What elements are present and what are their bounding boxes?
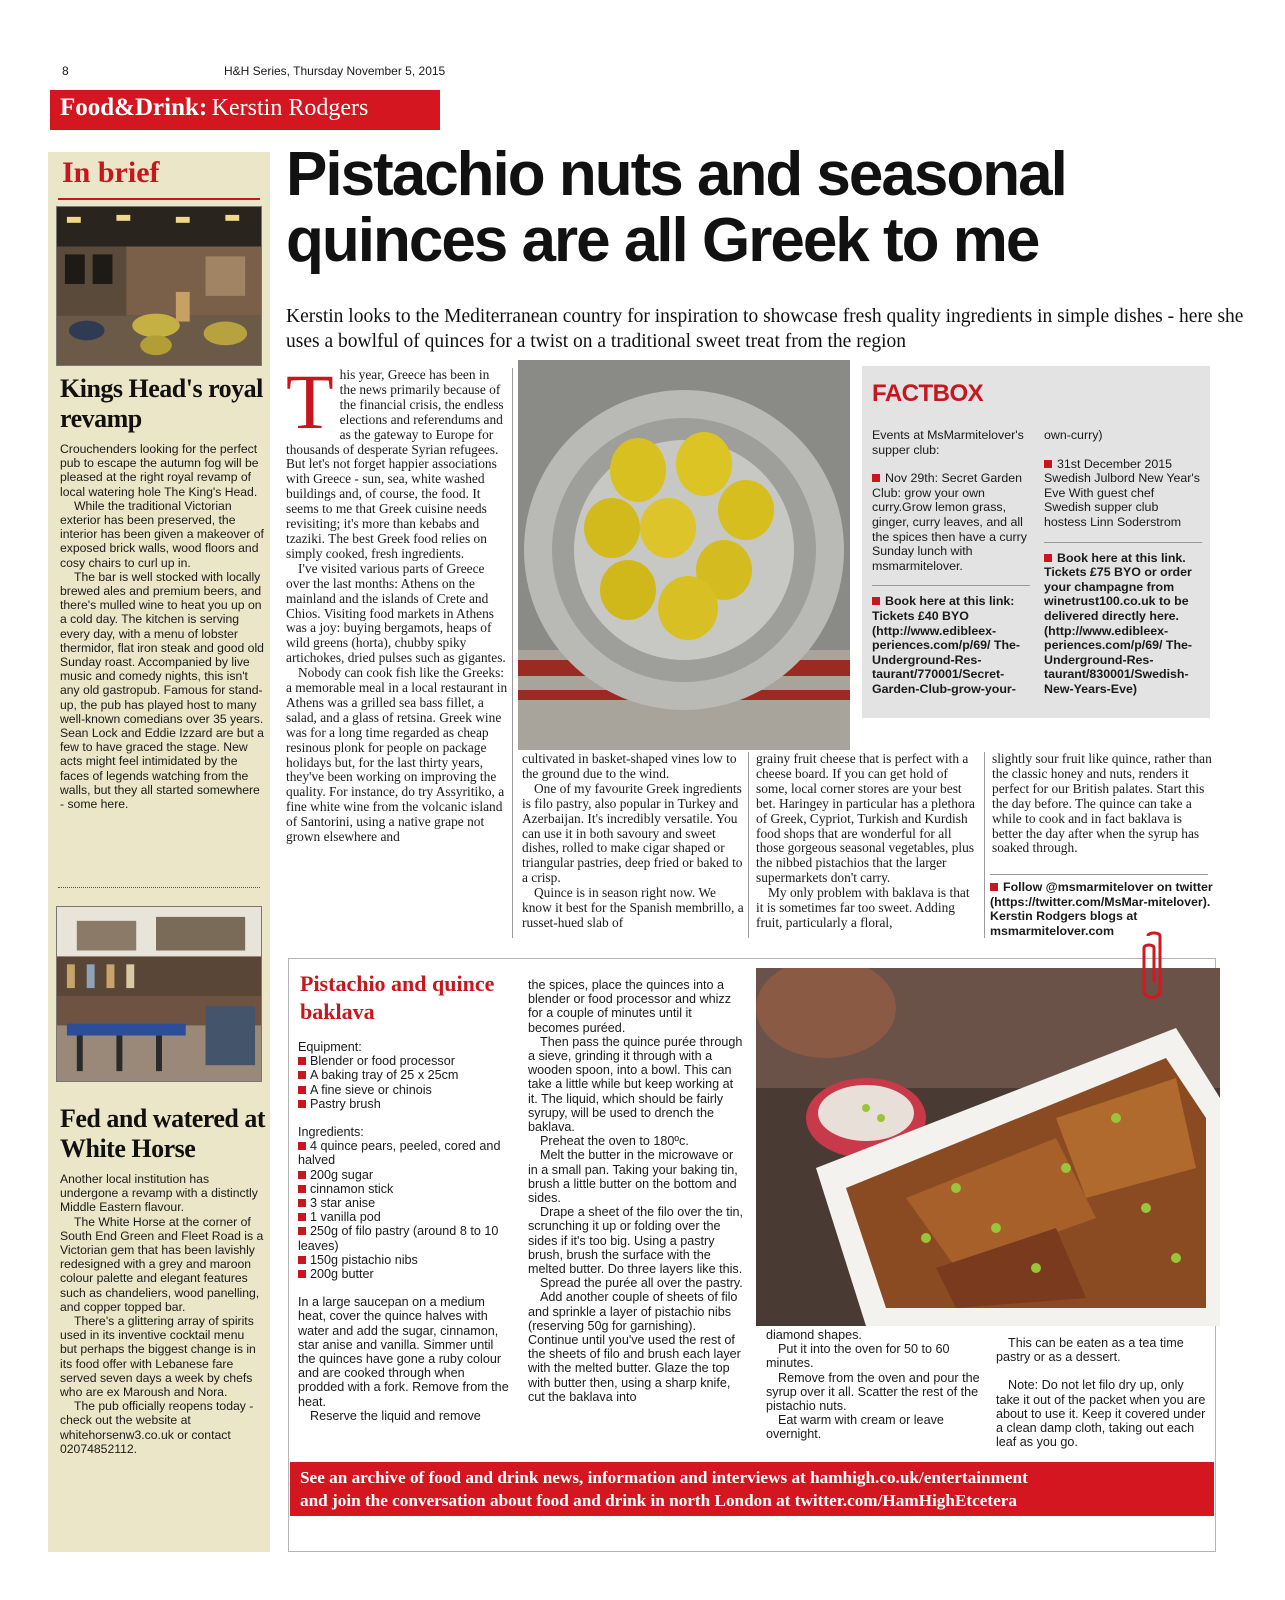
equipment-item: Blender or food processor bbox=[298, 1054, 510, 1068]
column-rule bbox=[748, 752, 749, 938]
article-paragraph: grainy fruit cheese that is perfect with a cheese board. If you can get hold of some, local corner stores are your best bet. Haringey in particular has a plethora of Greek, Cypriot, Turkish and Kurdish food shops that are wonderful for all those gorgeous seasonal vegetables, plus the nibbed pistachios that the larger supermarkets don't carry. bbox=[756, 751, 975, 886]
issue-line: H&H Series, Thursday November 5, 2015 bbox=[224, 64, 446, 78]
bullet-square-icon bbox=[298, 1256, 306, 1264]
bullet-square-icon bbox=[298, 1057, 306, 1065]
factbox-event-1: Nov 29th: Secret Garden Club: grow your own curry.Grow lemon grass, ginger, curry leaves, and all the spices then have a curry Sunday lunch with msmarmitelover. bbox=[872, 471, 1027, 573]
recipe-lists bbox=[298, 1040, 510, 1423]
method-step: Then pass the quince purée through a sieve, grinding it through with a wooden spoon, into a bowl. This can take a little while but keep working at it. The liquid, which should be fairly syrupy, will be used to drench the baklava. bbox=[528, 1034, 743, 1135]
page-number: 8 bbox=[62, 64, 69, 78]
method-step: Remove from the oven and pour the syrup over it all. Scatter the rest of the pistachio nuts. bbox=[766, 1370, 980, 1414]
bullet-square-icon bbox=[298, 1142, 306, 1150]
equipment-item: Pastry brush bbox=[298, 1097, 510, 1111]
quince-bowl-photo bbox=[518, 360, 850, 750]
article-standfirst: Kerstin looks to the Mediterranean country for inspiration to showcase fresh quality ingredients in simple dishes - here she uses a bowlful of quinces for a twist on a traditional sweet treat from the region bbox=[286, 306, 1244, 352]
paperclip-icon bbox=[1134, 930, 1174, 1010]
ingredients-label: Ingredients: bbox=[298, 1125, 364, 1140]
section-author: Kerstin Rodgers bbox=[211, 95, 369, 121]
recipe-method-column-4 bbox=[996, 1336, 1208, 1449]
recipe-method-column-3 bbox=[766, 1328, 984, 1442]
article-paragraph: Nobody can cook fish like the Greeks: a memorable meal in a local restaurant in Athens was a grilled sea bass fillet, a salad, and a glass of retsina. Greek wine was for a long time regarded as cheap resinous plonk for people on package holidays but, for the last thirty years, they've been working on improving the quality. For instance, do try Assyritiko, a fine white wine from the volcanic island of Santorini, using a native grape not grown elsewhere and bbox=[286, 665, 508, 845]
equipment-label: Equipment: bbox=[298, 1040, 362, 1054]
article-paragraph: My only problem with baklava is that it is sometimes far too sweet. Adding fruit, particularly a floral, bbox=[756, 885, 970, 930]
bullet-square-icon bbox=[990, 883, 998, 891]
recipe-title: Pistachio and quince baklava bbox=[300, 971, 495, 1024]
article-headline: Pistachio nuts and seasonal quinces are all Greek to me bbox=[286, 140, 1066, 275]
method-step: Eat warm with cream or leave overnight. bbox=[766, 1413, 944, 1442]
bullet-square-icon bbox=[298, 1086, 306, 1094]
factbox-rule bbox=[872, 585, 1030, 586]
white-horse-story bbox=[60, 1172, 264, 1456]
dropcap: T bbox=[286, 358, 334, 445]
section-name: Food&Drink: bbox=[60, 94, 208, 121]
method-step: Put it into the oven for 50 to 60 minutes. bbox=[766, 1342, 950, 1371]
kings-head-interior-photo bbox=[56, 206, 262, 366]
factbox-event-2: 31st December 2015 Swedish Julbord New Year's Eve With guest chef Swedish supper club hostess Linn Soderstrom bbox=[1044, 456, 1200, 529]
method-step: Note: Do not let filo dry up, only take it out of the packet when you are about to use it. Keep it covered under a clean damp cloth, taking out each leaf as you go. bbox=[996, 1378, 1206, 1450]
section-bar bbox=[50, 90, 440, 130]
baklava-tray-photo bbox=[756, 968, 1220, 1326]
factbox-intro: Events at MsMarmitelover's supper club: bbox=[872, 428, 1024, 457]
white-horse-paragraph: Another local institution has undergone a revamp with a distinctly Middle Eastern flavour. bbox=[60, 1172, 258, 1215]
bullet-square-icon bbox=[872, 474, 880, 482]
bullet-square-icon bbox=[298, 1227, 306, 1235]
archive-promo-bar bbox=[290, 1462, 1214, 1516]
kings-head-story bbox=[60, 442, 264, 811]
equipment-item: A baking tray of 25 x 25cm bbox=[298, 1068, 510, 1082]
article-paragraph: One of my favourite Greek ingredients is filo pastry, also popular in Turkey and Azerbaijan. It's incredibly versatile. You can use it in both savoury and sweet dishes, rolled to make cigar shaped or triangular pastries, deep fried or baked to a crisp. bbox=[522, 780, 743, 886]
ingredient-item: 250g of filo pastry (around 8 to 10 leaves) bbox=[298, 1224, 499, 1253]
article-paragraph: Quince is in season right now. We know it best for the Spanish membrillo, a russet-hued slab of bbox=[522, 885, 744, 930]
follow-credit: Follow @msmarmitelover on twitter (https://twitter.com/MsMar-mitelover). Kerstin Rodgers blogs at msmarmitelover.com bbox=[990, 880, 1213, 938]
method-step: Spread the purée all over the pastry. bbox=[540, 1276, 743, 1291]
bullet-square-icon bbox=[872, 597, 880, 605]
ingredient-item: 200g sugar bbox=[298, 1168, 510, 1182]
white-horse-paragraph: The White Horse at the corner of South End Green and Fleet Road is a Victorian gem that has been lavishly redesigned with a grey and maroon colour palette and elegant features such as chandeliers, wood panelling, and copper topped bar. bbox=[60, 1214, 264, 1314]
ingredient-item: 1 vanilla pod bbox=[298, 1210, 510, 1224]
article-column-1 bbox=[286, 358, 508, 845]
white-horse-bar-photo bbox=[56, 906, 262, 1082]
bullet-square-icon bbox=[298, 1185, 306, 1193]
article-column-4 bbox=[992, 752, 1214, 856]
ingredient-item: 200g butter bbox=[298, 1267, 510, 1281]
archive-promo-line-1: See an archive of food and drink news, information and interviews at hamhigh.co.uk/entertainment bbox=[300, 1468, 1028, 1487]
bullet-square-icon bbox=[298, 1270, 306, 1278]
follow-rule bbox=[990, 874, 1208, 875]
bullet-square-icon bbox=[298, 1071, 306, 1079]
article-paragraph: his year, Greece has been in the news primarily because of the financial crisis, the endless elections and referendums and as the gateway to Europe for thousands of desperate Syrian refugees. But let's not forget happier associations with Greece - sun, sea, white washed buildings and, of course, the food. It seems to me that Greek cuisine needs revisiting; it's more than kebabs and tzaziki. The best Greek food relies on simply cooked, fresh ingredients. bbox=[286, 367, 504, 561]
article-paragraph: cultivated in basket-shaped vines low to the ground due to the wind. bbox=[522, 751, 737, 781]
factbox-column-1 bbox=[872, 428, 1030, 711]
method-step: diamond shapes. bbox=[766, 1328, 862, 1342]
ingredient-item: cinnamon stick bbox=[298, 1182, 510, 1196]
recipe-method-column-2 bbox=[528, 978, 744, 1404]
bullet-square-icon bbox=[1044, 554, 1052, 562]
article-column-3 bbox=[756, 752, 978, 931]
kings-head-paragraph: The bar is well stocked with locally brewed ales and premium beers, and there's mulled wine to heat you up on a cold day. The kitchen is serving every day, with a menu of lobster thermidor, flat iron steak and good old Sunday roast. Accompanied by live music and comedy nights, this isn't any old gastropub. Famous for stand-up, the pub has played host to many well-known comedians over 35 years. Sean Lock and Eddie Izzard are but a few to have graced the stage. New acts might feel intimidated by the faces of legends watching from the walls, but they all started somewhere - some here. bbox=[60, 569, 264, 812]
bullet-square-icon bbox=[298, 1171, 306, 1179]
ingredient-item: 150g pistachio nibs bbox=[298, 1253, 510, 1267]
bullet-square-icon bbox=[298, 1199, 306, 1207]
in-brief-title: In brief bbox=[62, 156, 160, 189]
method-step: This can be eaten as a tea time pastry or as a dessert. bbox=[996, 1336, 1184, 1365]
factbox-booking-1: Book here at this link: Tickets £40 BYO (http://www.edibleex-periences.com/p/69/ The-Underground-Res-taurant/770001/Secret-Garden-Club-grow-your- bbox=[872, 594, 1021, 696]
column-rule bbox=[984, 752, 985, 938]
column-rule bbox=[512, 368, 513, 938]
method-step: Reserve the liquid and remove bbox=[310, 1408, 481, 1423]
ingredient-item: 4 quince pears, peeled, cored and halved bbox=[298, 1139, 501, 1168]
article-column-2 bbox=[522, 752, 744, 931]
factbox-continued: own-curry) bbox=[1044, 428, 1103, 442]
method-step: Preheat the oven to 180ºc. bbox=[540, 1134, 689, 1149]
kings-head-headline: Kings Head's royal revamp bbox=[60, 374, 263, 433]
archive-promo-line-2: and join the conversation about food and drink in north London at twitter.com/HamHighEtcetera bbox=[300, 1491, 1017, 1510]
method-step: the spices, place the quinces into a blender or food processor and whizz for a couple of minutes until it becomes puréed. bbox=[528, 978, 732, 1035]
bullet-square-icon bbox=[1044, 460, 1052, 468]
sidebar-divider bbox=[58, 887, 260, 888]
article-paragraph: slightly sour fruit like quince, rather than the classic honey and nuts, renders it perfect for our British palates. Start this the day before. The quince can take a while to cook and in fact baklava is better the day after when the syrup has soaked through. bbox=[992, 751, 1212, 856]
kings-head-paragraph: While the traditional Victorian exterior has been preserved, the interior has been given a makeover of exposed brick walls, wood floors and cosy chairs to curl up in. bbox=[60, 498, 264, 570]
bullet-square-icon bbox=[298, 1100, 306, 1108]
factbox-rule bbox=[1044, 542, 1202, 543]
white-horse-paragraph: There's a glittering array of spirits used in its inventive cocktail menu but perhaps the biggest change is in its food offer with Lebanese fare served seven days a week by chefs who are ex Maroush and Nora. bbox=[60, 1314, 256, 1400]
in-brief-rule bbox=[58, 198, 260, 200]
ingredient-item: 3 star anise bbox=[298, 1196, 510, 1210]
kings-head-paragraph: Crouchenders looking for the perfect pub to escape the autumn fog will be pleased at the right royal revamp of local watering hole The King's Head. bbox=[60, 442, 259, 499]
article-paragraph: I've visited various parts of Greece over the last months: Athens on the mainland and the islands of Crete and Chios. Visiting food markets in Athens was a joy: buying bergamots, heaps of wild greens (horta), chubby spiky artichokes, dried pulses such as gigantes. bbox=[286, 560, 506, 666]
white-horse-paragraph: The pub officially reopens today - check out the website at whitehorsenw3.co.uk or contact 02074852112. bbox=[60, 1399, 254, 1456]
method-step: Drape a sheet of the filo over the tin, scrunching it up or folding over the sides if it's too big. Using a pastry brush, brush the surface with the melted butter. Do three layers like this. bbox=[528, 1205, 744, 1277]
method-step: In a large saucepan on a medium heat, cover the quince halves with water and add the sugar, cinnamon, star anise and vanilla. Simmer until the quinces have gone a ruby colour and are cooked through when prodded with a fork. Remove from the heat. bbox=[298, 1295, 509, 1409]
bullet-square-icon bbox=[298, 1213, 306, 1221]
method-step: Add another couple of sheets of filo and sprinkle a layer of pistachio nibs (reserving 50g for garnishing). Continue until you've used the rest of the sheets of filo and brush each layer with the melted butter. Glaze the top with butter then, using a sharp knife, cut the baklava into bbox=[528, 1290, 741, 1404]
factbox-column-2 bbox=[1044, 428, 1202, 711]
factbox-booking-2: Book here at this link. Tickets £75 BYO or order your champagne from winetrust100.co.uk to be delivered directly here. (http://www.edibleex-periences.com/p/69/ The-Underground-Res-taurant/830001/Swedish-New-Years-Eve) bbox=[1044, 550, 1193, 696]
white-horse-headline: Fed and watered at White Horse bbox=[60, 1104, 266, 1163]
factbox-title: FACTBOX bbox=[872, 380, 984, 407]
equipment-item: A fine sieve or chinois bbox=[298, 1083, 510, 1097]
method-step: Melt the butter in the microwave or in a small pan. Taking your baking tin, brush a little butter on the bottom and sides. bbox=[528, 1148, 738, 1206]
